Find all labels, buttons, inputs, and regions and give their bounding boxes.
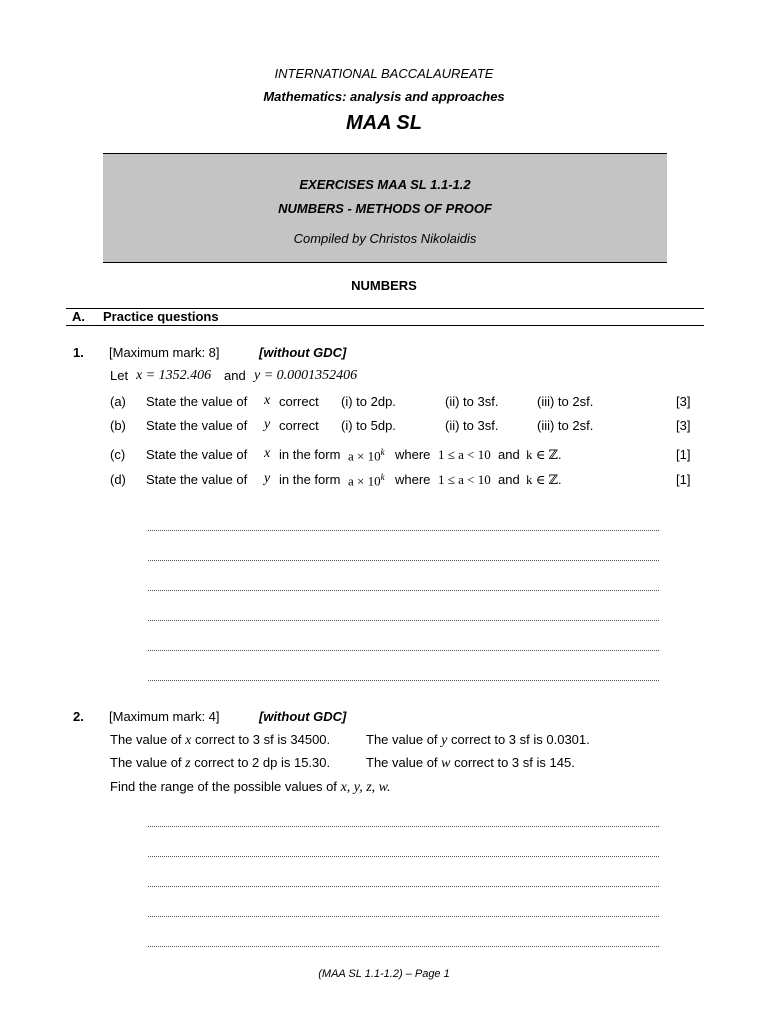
answer-line[interactable]	[148, 650, 659, 651]
q1-x-definition: x = 1352.406	[136, 368, 212, 383]
q1d-and: and	[498, 472, 520, 487]
q1c-mark: [1]	[676, 447, 691, 462]
title-box-line2: NUMBERS - METHODS OF PROOF	[278, 201, 492, 216]
answer-line[interactable]	[148, 886, 659, 887]
q1c-form: $a \times 10^k$	[348, 447, 385, 464]
q1b-prefix: State the value of	[146, 418, 248, 433]
q2-line2a: The value of z correct to 2 dp is 15.30.	[110, 755, 331, 771]
q1-max-mark: [Maximum mark: 8]	[109, 345, 220, 360]
institution-heading: INTERNATIONAL BACCALAUREATE	[274, 66, 494, 81]
q1c-prefix: State the value of	[146, 447, 248, 462]
q1b-label: (b)	[110, 418, 126, 433]
q1-y-definition: y = 0.0001352406	[254, 368, 358, 383]
q1b-correct: correct	[279, 418, 319, 433]
answer-line[interactable]	[148, 680, 659, 681]
q1b-var: y	[264, 417, 271, 432]
answer-line[interactable]	[148, 916, 659, 917]
q1b-ii: (ii) to 3sf.	[445, 418, 499, 433]
q1c-where: where	[395, 447, 431, 462]
answer-line[interactable]	[148, 560, 659, 561]
q1a-i: (i) to 2dp.	[341, 394, 396, 409]
q1c-form-text: in the form	[279, 447, 341, 462]
compiler-credit: Compiled by Christos Nikolaidis	[293, 231, 477, 246]
q1d-prefix: State the value of	[146, 472, 248, 487]
q1c-var: x	[264, 446, 271, 461]
answer-line[interactable]	[148, 856, 659, 857]
q1d-label: (d)	[110, 472, 126, 487]
q2-max-mark: [Maximum mark: 4]	[109, 709, 220, 724]
q1d-form-text: in the form	[279, 472, 341, 487]
q1a-mark: [3]	[676, 394, 691, 409]
title-box	[103, 153, 667, 263]
answer-line[interactable]	[148, 826, 659, 827]
q1a-label: (a)	[110, 394, 126, 409]
q1a-prefix: State the value of	[146, 394, 248, 409]
q2-gdc-note: [without GDC]	[259, 709, 347, 724]
q1d-mark: [1]	[676, 472, 691, 487]
section-title: Practice questions	[103, 309, 219, 324]
title-box-line1: EXERCISES MAA SL 1.1-1.2	[299, 177, 471, 192]
q2-number: 2.	[73, 709, 84, 724]
q1c-k-integer: k ∈ ℤ.	[526, 447, 562, 462]
q1c-label: (c)	[110, 447, 126, 462]
q1a-correct: correct	[279, 394, 319, 409]
answer-line[interactable]	[148, 590, 659, 591]
section-bar	[66, 308, 704, 326]
q1c-and: and	[498, 447, 520, 462]
q1d-condition: 1 ≤ a < 10	[438, 472, 491, 487]
q1d-var: y	[264, 471, 271, 486]
section-heading: NUMBERS	[351, 278, 417, 293]
q1-number: 1.	[73, 345, 84, 360]
q1-gdc-note: [without GDC]	[259, 345, 347, 360]
subject-heading: Mathematics: analysis and approaches	[263, 89, 505, 104]
q1a-iii: (iii) to 2sf.	[537, 394, 594, 409]
course-title: MAA SL	[346, 112, 422, 134]
q1d-form: $a \times 10^k$	[348, 472, 385, 489]
q2-line1b: The value of y correct to 3 sf is 0.0301.	[366, 732, 590, 748]
q1-and: and	[224, 368, 246, 383]
q1b-iii: (iii) to 2sf.	[537, 418, 594, 433]
q2-line2b: The value of w correct to 3 sf is 145.	[366, 755, 575, 771]
answer-line[interactable]	[148, 946, 659, 947]
q1a-var: x	[264, 393, 271, 408]
q1b-mark: [3]	[676, 418, 691, 433]
q1a-ii: (ii) to 3sf.	[445, 394, 499, 409]
page-footer: (MAA SL 1.1-1.2) – Page 1	[318, 968, 450, 980]
answer-line[interactable]	[148, 620, 659, 621]
q1d-where: where	[395, 472, 431, 487]
q1c-condition: 1 ≤ a < 10	[438, 447, 491, 462]
q1b-i: (i) to 5dp.	[341, 418, 396, 433]
q2-line3: Find the range of the possible values of x, y, z, w.	[110, 779, 391, 795]
section-letter: A.	[72, 309, 85, 324]
q1d-k-integer: k ∈ ℤ.	[526, 472, 562, 487]
q1-let: Let	[110, 368, 129, 383]
answer-line[interactable]	[148, 530, 659, 531]
q2-line1a: The value of x correct to 3 sf is 34500.	[110, 732, 331, 748]
